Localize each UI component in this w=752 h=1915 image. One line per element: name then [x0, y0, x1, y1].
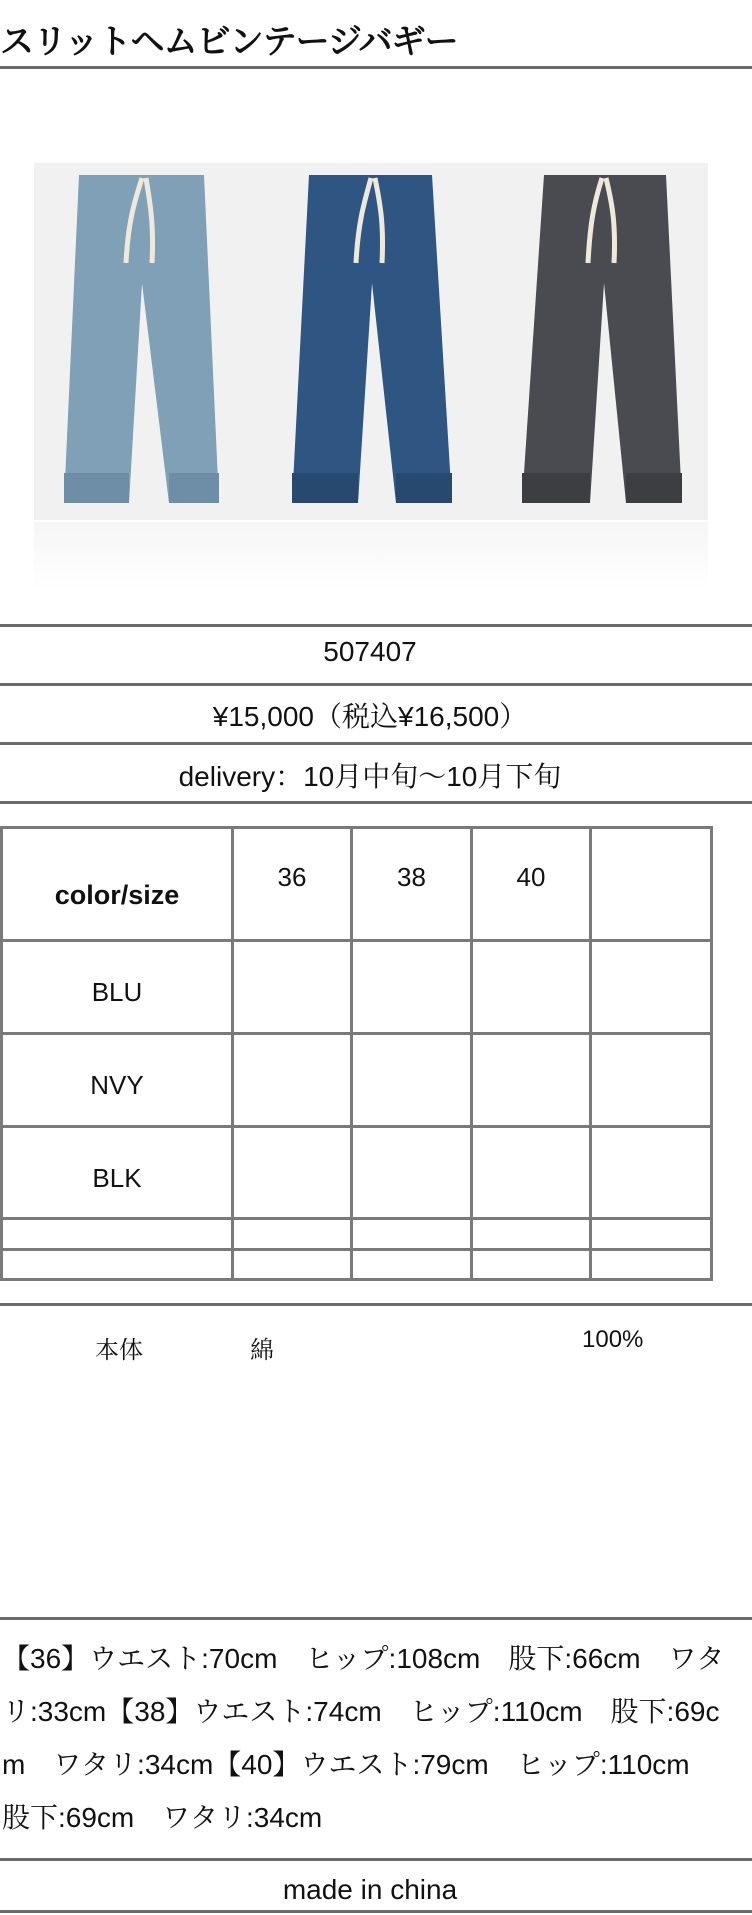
size-measurements: 【36】ウエスト:70cm ヒップ:108cm 股下:66cm ワタリ:33cm【38】ウエスト:74cm ヒップ:110cm 股下:69cm ワタリ:34cm【40】ウエスト:79cm ヒップ:110cm 股下:69cm ワタリ:34cm — [2, 1643, 725, 1833]
divider — [0, 742, 752, 745]
fabric-part: 本体 — [95, 1337, 143, 1364]
table-row — [2, 941, 712, 1034]
table-row — [2, 1219, 712, 1249]
table-cell — [352, 1249, 472, 1279]
table-cell — [472, 1033, 591, 1126]
product-price: ¥15,000（税込¥16,500） — [212, 701, 528, 732]
table-cell — [591, 941, 712, 1034]
table-cell — [591, 1219, 712, 1249]
table-cell — [233, 941, 352, 1034]
fabric-percent: 100% — [582, 1326, 644, 1353]
table-cell — [472, 1126, 591, 1219]
table-cell — [472, 941, 591, 1034]
divider — [0, 1617, 752, 1620]
product-photo — [34, 163, 708, 520]
product-code: 507407 — [323, 636, 417, 667]
table-row — [2, 1249, 712, 1279]
divider — [0, 1858, 752, 1861]
fabric-material: 綿 — [250, 1337, 274, 1364]
table-cell-color — [2, 1249, 233, 1279]
table-cell — [233, 1249, 352, 1279]
table-cell — [352, 1033, 472, 1126]
country-of-origin: made in china — [282, 1874, 458, 1905]
divider — [0, 624, 752, 627]
divider — [0, 66, 752, 69]
table-cell — [233, 1219, 352, 1249]
table-header-size: 36 — [233, 828, 352, 941]
photo-reflection — [34, 522, 708, 592]
divider — [0, 683, 752, 686]
table-cell — [472, 1219, 591, 1249]
table-cell — [591, 1126, 712, 1219]
table-cell — [591, 1249, 712, 1279]
divider — [0, 1303, 752, 1306]
divider — [0, 801, 752, 804]
table-cell — [352, 941, 472, 1034]
table-header-size: 38 — [352, 828, 472, 941]
table-header-size: 40 — [472, 828, 591, 941]
table-cell-color: BLU — [2, 941, 233, 1034]
table-header-row — [2, 828, 712, 941]
table-cell — [352, 1219, 472, 1249]
divider — [0, 1910, 752, 1913]
table-row — [2, 1126, 712, 1219]
table-row — [2, 1033, 712, 1126]
table-cell — [233, 1126, 352, 1219]
page-title: スリットヘムビンテージバギー — [0, 22, 458, 62]
table-cell — [233, 1033, 352, 1126]
table-cell-color: NVY — [2, 1033, 233, 1126]
table-header-color-size: color/size — [2, 828, 233, 941]
table-cell — [472, 1249, 591, 1279]
table-cell-color — [2, 1219, 233, 1249]
table-cell — [352, 1126, 472, 1219]
table-header-size — [591, 828, 712, 941]
table-cell-color: BLK — [2, 1126, 233, 1219]
table-cell — [591, 1033, 712, 1126]
delivery-info: delivery：10月中旬〜10月下旬 — [178, 761, 562, 792]
size-table — [0, 826, 713, 1281]
